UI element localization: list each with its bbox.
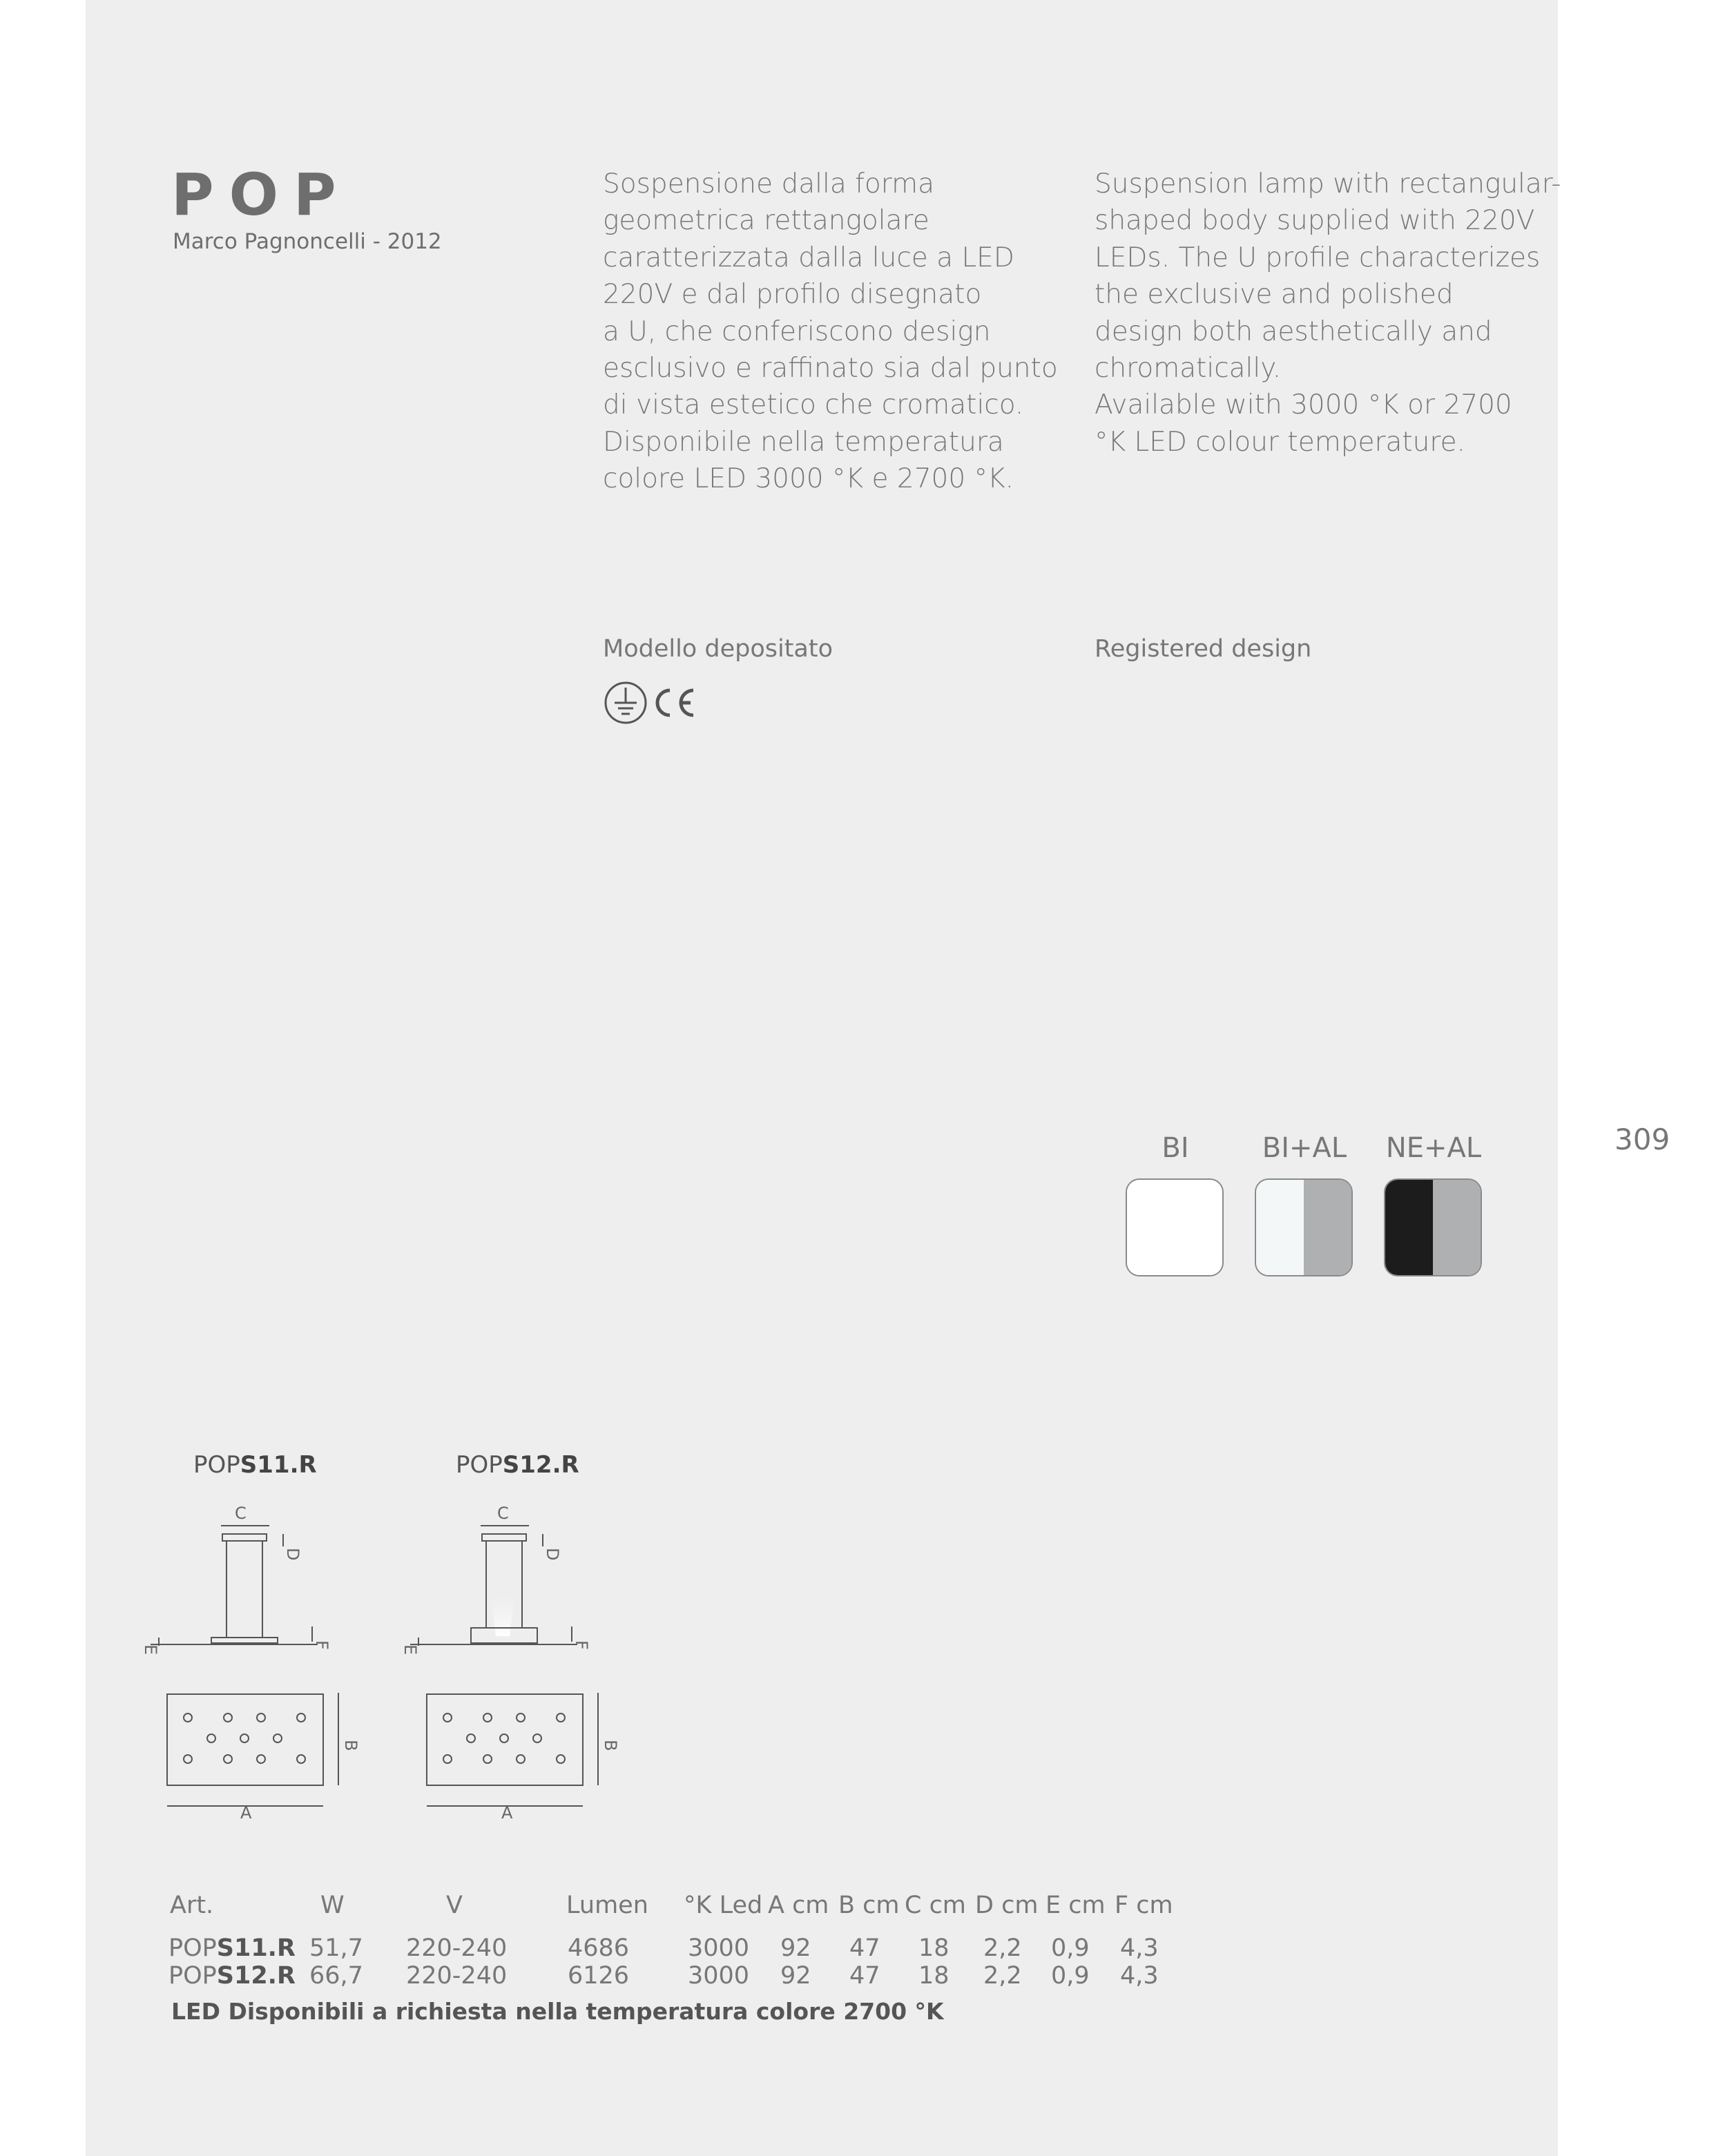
ground-symbol-icon bbox=[606, 683, 646, 723]
desc-it-line: a U, che conferiscono design bbox=[603, 315, 991, 347]
cell-f: 4,3 bbox=[1120, 1962, 1159, 1990]
swatch-color-aluminium bbox=[1304, 1180, 1351, 1275]
cell-b: 47 bbox=[849, 1934, 880, 1962]
desc-it-line: Disponibile nella temperatura bbox=[603, 426, 1004, 458]
dimension-b-label: B bbox=[601, 1740, 620, 1751]
dimension-c-label: C bbox=[497, 1504, 509, 1523]
swatch-color-white bbox=[1127, 1180, 1222, 1275]
cell-v: 220-240 bbox=[406, 1934, 508, 1962]
desc-it-line: Sospensione dalla forma bbox=[603, 168, 934, 200]
dimension-e-label: E bbox=[401, 1644, 420, 1655]
cell-lumen: 6126 bbox=[568, 1962, 630, 1990]
finish-swatch-ne-al[interactable] bbox=[1384, 1178, 1482, 1276]
page-number: 309 bbox=[1615, 1123, 1670, 1156]
finish-label-ne-al: NE+AL bbox=[1385, 1132, 1482, 1164]
dimension-a-label: A bbox=[501, 1803, 513, 1823]
technical-drawing-s12 bbox=[391, 1498, 639, 1823]
desc-it-line: esclusivo e raffinato sia dal punto bbox=[603, 353, 1058, 385]
cell-c: 18 bbox=[918, 1962, 950, 1990]
desc-it-line: colore LED 3000 °K e 2700 °K. bbox=[603, 463, 1014, 495]
cell-lumen: 4686 bbox=[568, 1934, 630, 1962]
header-b: B cm bbox=[838, 1892, 900, 1919]
technical-drawing-s11 bbox=[131, 1498, 380, 1823]
cell-a: 92 bbox=[780, 1962, 811, 1990]
row-article: POPS11.R bbox=[168, 1934, 296, 1962]
desc-en-line: °K LED colour temperature. bbox=[1095, 426, 1465, 458]
ce-mark-icon bbox=[657, 690, 693, 715]
cell-v: 220-240 bbox=[406, 1962, 508, 1990]
description-italian bbox=[603, 166, 1058, 498]
cell-w: 66,7 bbox=[309, 1962, 363, 1990]
header-a: A cm bbox=[768, 1892, 829, 1919]
finish-swatch-bi[interactable] bbox=[1126, 1178, 1224, 1276]
desc-en-line: chromatically. bbox=[1095, 353, 1282, 385]
dimension-a-label: A bbox=[240, 1803, 252, 1823]
header-c: C cm bbox=[905, 1892, 966, 1919]
swatch-color-aluminium bbox=[1433, 1180, 1481, 1275]
dimension-e-label: E bbox=[141, 1644, 160, 1655]
swatch-color-white bbox=[1256, 1180, 1304, 1275]
cell-d: 2,2 bbox=[983, 1934, 1022, 1962]
cell-f: 4,3 bbox=[1120, 1934, 1159, 1962]
model-label-s11: POPS11.R bbox=[193, 1451, 317, 1479]
desc-en-line: shaped body supplied with 220V bbox=[1095, 205, 1535, 237]
dimension-b-label: B bbox=[341, 1740, 360, 1751]
desc-it-line: 220V e dal profilo disegnato bbox=[603, 279, 982, 311]
finish-swatch-bi-al[interactable] bbox=[1255, 1178, 1353, 1276]
dimension-d-label: D bbox=[543, 1548, 562, 1561]
swatch-color-black bbox=[1385, 1180, 1433, 1275]
cell-b: 47 bbox=[849, 1962, 880, 1990]
cell-kelvin: 3000 bbox=[688, 1962, 750, 1990]
cell-a: 92 bbox=[780, 1934, 811, 1962]
light-beam-icon bbox=[490, 1588, 515, 1636]
row-article: POPS12.R bbox=[168, 1962, 296, 1990]
registered-en: Registered design bbox=[1095, 635, 1312, 663]
header-lumen: Lumen bbox=[566, 1892, 648, 1919]
designer-year: Marco Pagnoncelli - 2012 bbox=[173, 229, 442, 254]
desc-en-line: design both aesthetically and bbox=[1095, 315, 1492, 347]
cell-e: 0,9 bbox=[1051, 1934, 1090, 1962]
availability-note: LED Disponibili a richiesta nella temperatura colore 2700 °K bbox=[171, 1998, 944, 2025]
cell-kelvin: 3000 bbox=[688, 1934, 750, 1962]
header-kelvin: °K Led bbox=[684, 1892, 763, 1919]
desc-it-line: caratterizzata dalla luce a LED bbox=[603, 242, 1014, 273]
desc-en-line: Suspension lamp with rectangular- bbox=[1095, 168, 1561, 200]
cell-w: 51,7 bbox=[309, 1934, 363, 1962]
cell-e: 0,9 bbox=[1051, 1962, 1090, 1990]
cell-d: 2,2 bbox=[983, 1962, 1022, 1990]
desc-it-line: geometrica rettangolare bbox=[603, 205, 929, 237]
header-e: E cm bbox=[1045, 1892, 1106, 1919]
header-w: W bbox=[320, 1892, 345, 1919]
product-title: POP bbox=[171, 161, 351, 229]
description-english bbox=[1095, 166, 1561, 460]
desc-en-line: the exclusive and polished bbox=[1095, 279, 1454, 311]
finish-label-bi: BI bbox=[1162, 1132, 1189, 1164]
dimension-d-label: D bbox=[283, 1548, 302, 1561]
header-v: V bbox=[446, 1892, 463, 1919]
certification-icons bbox=[604, 681, 700, 725]
header-d: D cm bbox=[975, 1892, 1039, 1919]
registered-it: Modello depositato bbox=[603, 635, 833, 663]
desc-it-line: di vista estetico che cromatico. bbox=[603, 389, 1024, 421]
dimension-f-label: F bbox=[572, 1640, 591, 1650]
header-f: F cm bbox=[1115, 1892, 1173, 1919]
desc-en-line: LEDs. The U profile characterizes bbox=[1095, 242, 1541, 273]
dimension-f-label: F bbox=[312, 1640, 331, 1650]
header-art: Art. bbox=[170, 1892, 214, 1919]
finish-label-bi-al: BI+AL bbox=[1262, 1132, 1347, 1164]
desc-en-line: Available with 3000 °K or 2700 bbox=[1095, 389, 1512, 421]
dimension-c-label: C bbox=[235, 1504, 247, 1523]
cell-c: 18 bbox=[918, 1934, 950, 1962]
model-label-s12: POPS12.R bbox=[456, 1451, 579, 1479]
